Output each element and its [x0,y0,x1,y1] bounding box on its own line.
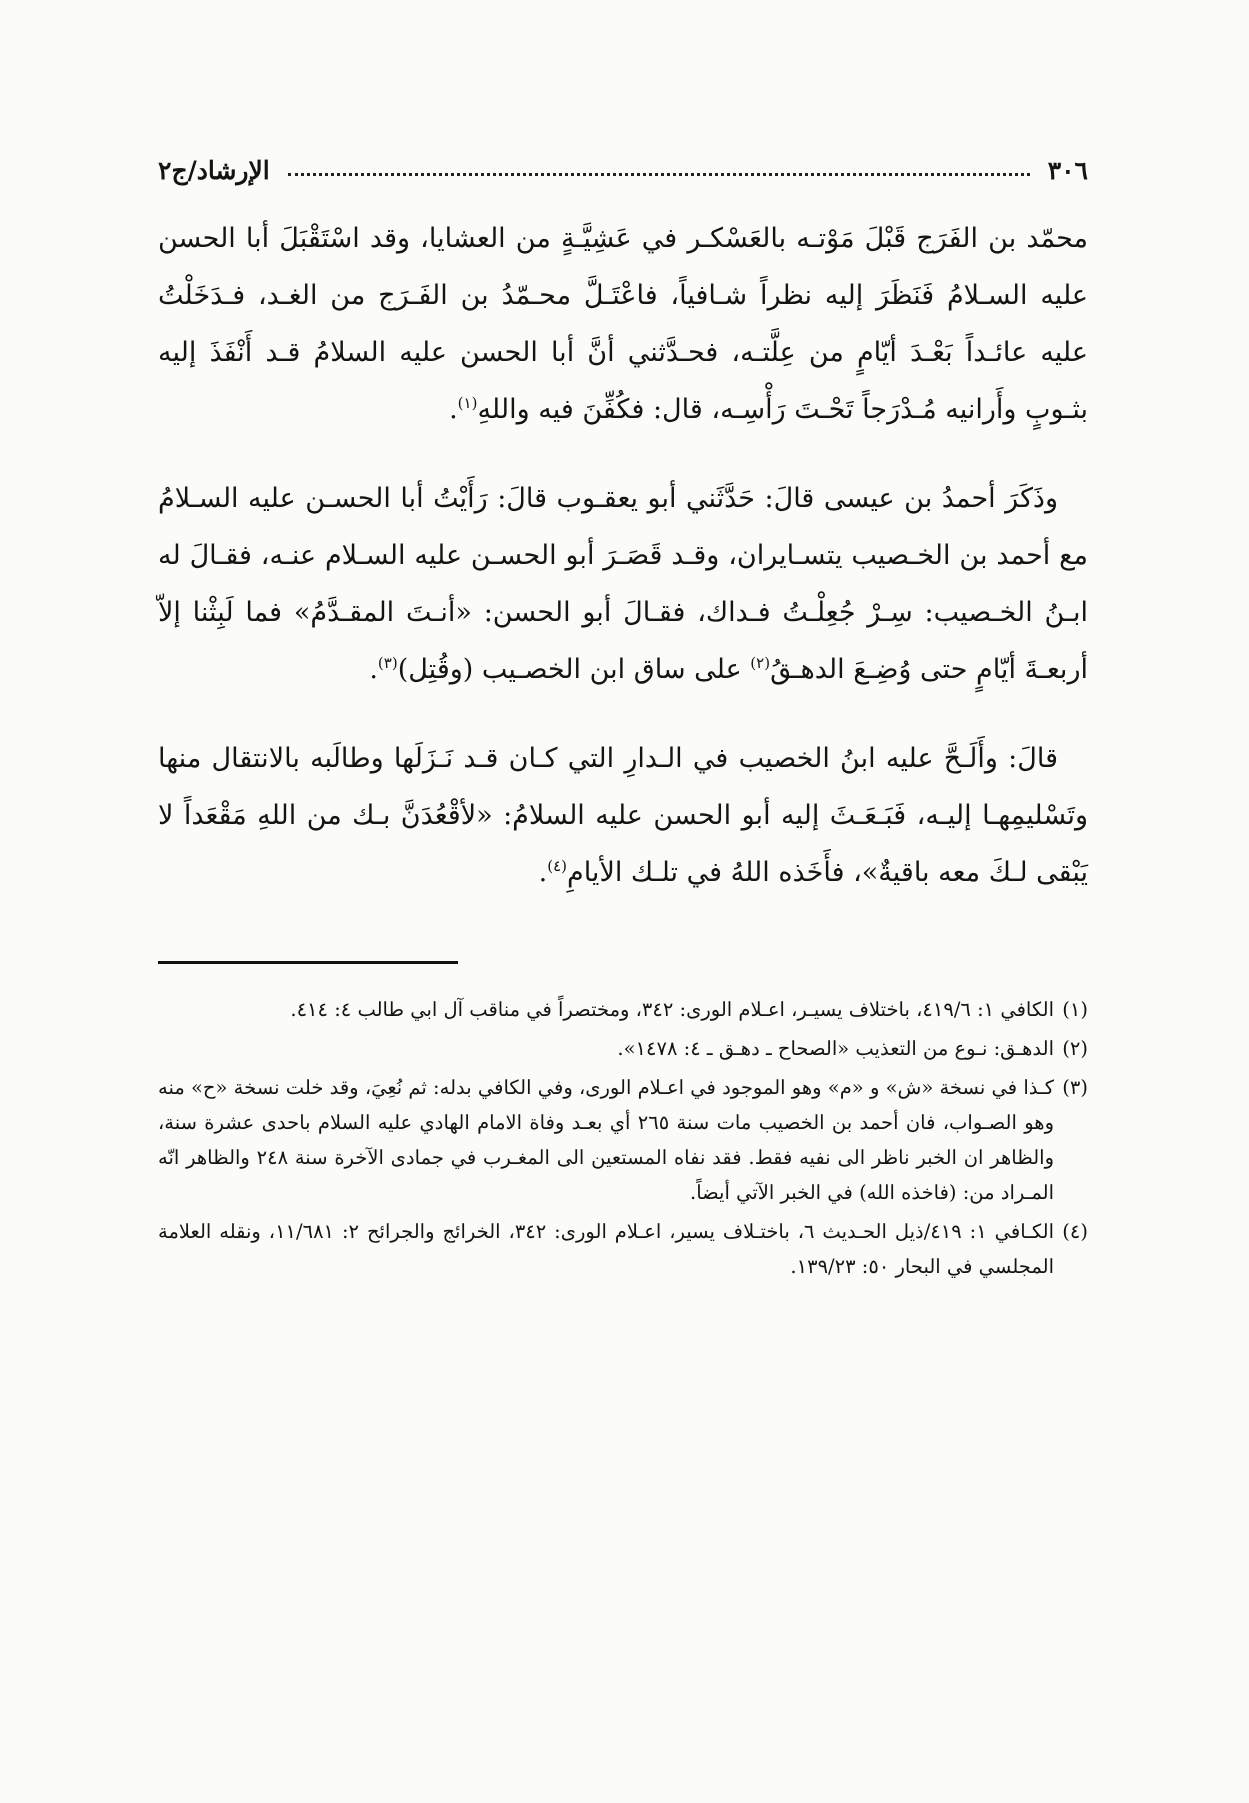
paragraph-end: . [449,394,458,425]
paragraph-text: وذَكَرَ أحمدُ بن عيسى قالَ: حَدَّثَني أبو يعقـوب قالَ: رَأَيْتُ أبا الحسـن عليه السـلامُ مع أحمد بن الخـصيب يتسـايران، وقـد قَصَـرَ أبو الحسـن عليه السـلام عنـه، فقـالَ له ابـنُ الخـصيب: سِـرْ جُعِلْـتُ فـداك، فقـالَ أبو الحسن: «أنـتَ المقـدَّمُ» فما لَبِثْنا إلاّ أربعـةَ أيّامٍ حتى وُضِـعَ الدهـقُ [158,483,1088,685]
footnote [158,1031,1088,1066]
paragraph [158,210,1088,438]
footnote-text: الكافي ١: ٤١٩/٦، باختلاف يسيـر، اعـلام الورى: ٣٤٢، ومختصراً في مناقب آل ابي طالب ٤: ٤١٤. [290,998,1054,1021]
main-text [158,210,1088,901]
footnote-text: كـذا في نسخة «ش» و «م» وهو الموجود في اعـلام الورى، وفي الكافي بدله: ثم نُعِيَ، وقد خلت نسخة «ح» منه وهو الصـواب، فان أحمد بن الخصيب مات سنة ٢٦٥ أي بعـد وفاة الامام الهادي عليه السلام باحدى عشرة سنة، والظاهر ان الخبر ناظر الى نفيه فقط. فقد نفاه المستعين الى المغـرب في جمادى الآخرة سنة ٢٤٨ والظاهر انّه المـراد من: (فاخذه الله) في الخبر الآتي أيضاً. [158,1076,1055,1204]
paragraph-end: . [369,654,378,685]
footnote-marker: (٤) [547,857,567,875]
footnote-marker: (١) [457,394,478,412]
footnote-number: (١) [1062,998,1088,1021]
footnote [158,1214,1088,1284]
paragraph-text: قالَ: وأَلَـحَّ عليه ابنُ الخصيب في الـدارِ التي كـان قـد نَـزَلَها وطالَبه بالانتقال منها وتَسْليمِهـا إليـه، فَبَـعَـثَ إليه أبو الحسن عليه السلامُ: «لأقْعُدَنَّ بـك من اللهِ مَقْعَداً لا يَبْقى لـكَ معه باقيةٌ»، فأَخَذه اللهُ في تلـك الأيامِ [158,743,1088,888]
paragraph-end: . [538,857,548,888]
footnote-number: (٢) [1062,1037,1088,1060]
footnote-number: (٣) [1062,1076,1088,1099]
footnote-text: الدهـق: نـوع من التعذيب «الصحاح ـ دهـق ـ ٤: ١٤٧٨». [617,1037,1054,1060]
footnote-marker: (٣) [377,654,398,672]
running-header [158,140,1088,200]
footnote [158,1070,1088,1210]
footnote-separator [158,961,458,964]
footnote-text: الكـافي ١: ٤١٩/ذيل الحـديث ٦، باختـلاف يسير، اعـلام الورى: ٣٤٢، الخرائج والجرائح ٢: ١١/٦٨١، ونقله العلامة المجلسي في البحار ٥٠: ١٣٩/٢٣. [158,1220,1054,1278]
footnote-number: (٤) [1062,1220,1088,1243]
paragraph-text: على ساق ابن الخصـيب (وقُتِل) [397,654,742,685]
footnote [158,992,1088,1027]
header-dot-leader [288,173,1030,176]
page-number: ٣٠٦ [1047,155,1088,185]
paragraph [158,730,1088,901]
footnote-marker: (٢) [750,654,771,672]
book-page [158,140,1088,1288]
footnotes [158,992,1088,1284]
running-title: الإرشاد/ج٢ [158,155,270,185]
paragraph-text: محمّد بن الفَرَج قَبْلَ مَوْتـه بالعَسْكـر في عَشِيَّـةٍ من العشايا، وقد اسْتَقْبَلَ أبا الحسن عليه السـلامُ فَنَظَرَ إليه نظراً شـافياً، فاعْتَـلَّ محـمّدُ بن الفَـرَج من الغـد، فـدَخَلْتُ عليه عائـداً بَعْـدَ أيّامٍ من عِلَّتـه، فحـدَّثني أنَّ أبا الحسن عليه السلامُ قـد أَنْفَذَ إليه بثـوبٍ وأَرانيه مُـدْرَجاً تَحْـتَ رَأْسِـه، قال: فكُفِّنَ فيه واللهِ [158,223,1088,425]
paragraph [158,470,1088,698]
